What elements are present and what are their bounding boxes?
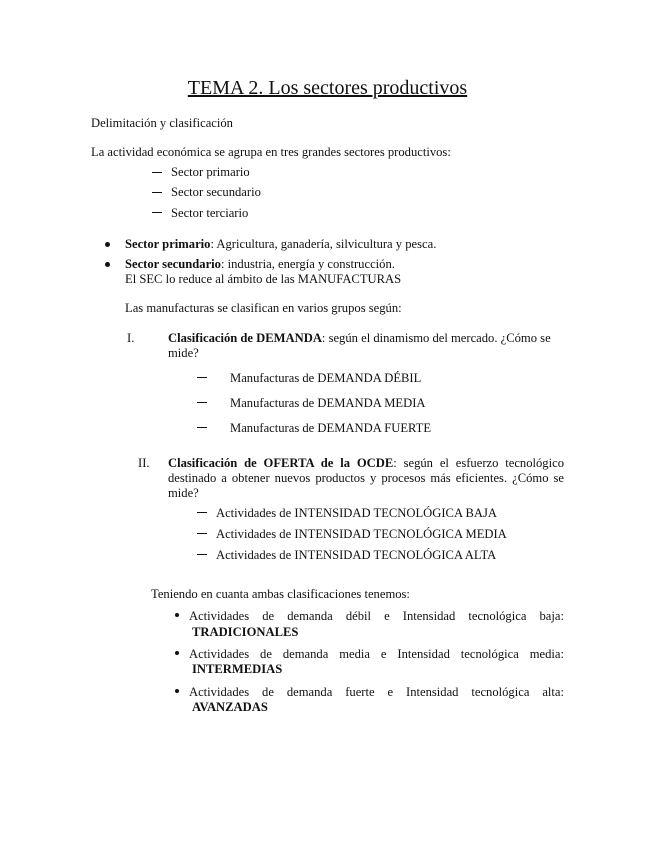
bullet-dot	[105, 262, 110, 267]
combined-item-text: Actividades de demanda débil e Intensidad tecnológica baja:	[189, 609, 564, 623]
sector-item-primario: Sector primario	[171, 165, 250, 179]
bullet-dot	[175, 651, 179, 655]
manufacturas-intro: Las manufacturas se clasifican en varios grupos según:	[125, 301, 402, 315]
bullet-secondary	[125, 257, 395, 272]
class1-text-line2: mide?	[168, 346, 199, 360]
demand-item-media: Manufacturas de DEMANDA MEDIA	[230, 396, 426, 410]
class1-label: Clasificación de DEMANDA	[168, 331, 322, 345]
dash-marker	[152, 212, 162, 213]
intro-paragraph: La actividad económica se agrupa en tres grandes sectores productivos:	[91, 145, 451, 159]
dash-marker	[197, 533, 207, 534]
page-title: TEMA 2. Los sectores productivos	[187, 77, 468, 99]
combined-item-result: AVANZADAS	[192, 700, 268, 714]
bullet-primary	[125, 237, 436, 252]
tech-item-media: Actividades de INTENSIDAD TECNOLÓGICA MEDIA	[216, 527, 507, 541]
tech-item-alta: Actividades de INTENSIDAD TECNOLÓGICA ALTA	[216, 548, 497, 562]
dash-marker	[152, 172, 162, 173]
bullet-secondary-text: : industria, energía y construcción.	[220, 257, 395, 271]
dash-marker	[197, 554, 207, 555]
dash-marker	[152, 192, 162, 193]
bullet-dot	[175, 689, 179, 693]
tech-item-baja: Actividades de INTENSIDAD TECNOLÓGICA BAJA	[216, 506, 497, 520]
subtitle: Delimitación y clasificación	[91, 116, 233, 130]
class2-text-line2: destinado a obtener nuevos productos y procesos más eficientes. ¿Cómo se	[168, 471, 564, 485]
class2-numeral: II.	[138, 456, 150, 470]
class2-heading	[168, 456, 564, 471]
combined-item-result: INTERMEDIAS	[192, 662, 283, 676]
demand-item-fuerte: Manufacturas de DEMANDA FUERTE	[230, 421, 432, 435]
combined-item-text: Actividades de demanda media e Intensidad tecnológica media:	[189, 647, 564, 661]
bullet-primary-label: Sector primario	[125, 237, 211, 251]
dash-marker	[197, 427, 207, 428]
class1-heading	[168, 331, 564, 346]
bullet-dot	[175, 613, 179, 617]
sector-item-secundario: Sector secundario	[171, 185, 261, 199]
bullet-secondary-note: El SEC lo reduce al ámbito de las MANUFACTURAS	[125, 272, 402, 286]
dash-marker	[197, 402, 207, 403]
dash-marker	[197, 377, 207, 378]
class2-label: Clasificación de OFERTA de la OCDE	[168, 456, 394, 470]
combined-item-result: TRADICIONALES	[192, 625, 299, 639]
class2-text-line3: mide?	[168, 486, 199, 500]
bullet-primary-text: : Agricultura, ganadería, silvicultura y pesca.	[210, 237, 437, 251]
class1-text: : según el dinamismo del mercado. ¿Cómo se	[321, 331, 551, 345]
dash-marker	[197, 512, 207, 513]
class2-text: : según el esfuerzo tecnológico	[393, 456, 564, 470]
combined-item-text: Actividades de demanda fuerte e Intensidad tecnológica alta:	[189, 685, 564, 699]
class1-numeral: I.	[127, 331, 135, 345]
combined-intro: Teniendo en cuanta ambas clasificaciones tenemos:	[151, 587, 410, 601]
sector-item-terciario: Sector terciario	[171, 206, 249, 220]
bullet-dot	[105, 242, 110, 247]
demand-item-debil: Manufacturas de DEMANDA DÉBIL	[230, 371, 422, 385]
bullet-secondary-label: Sector secundario	[125, 257, 221, 271]
